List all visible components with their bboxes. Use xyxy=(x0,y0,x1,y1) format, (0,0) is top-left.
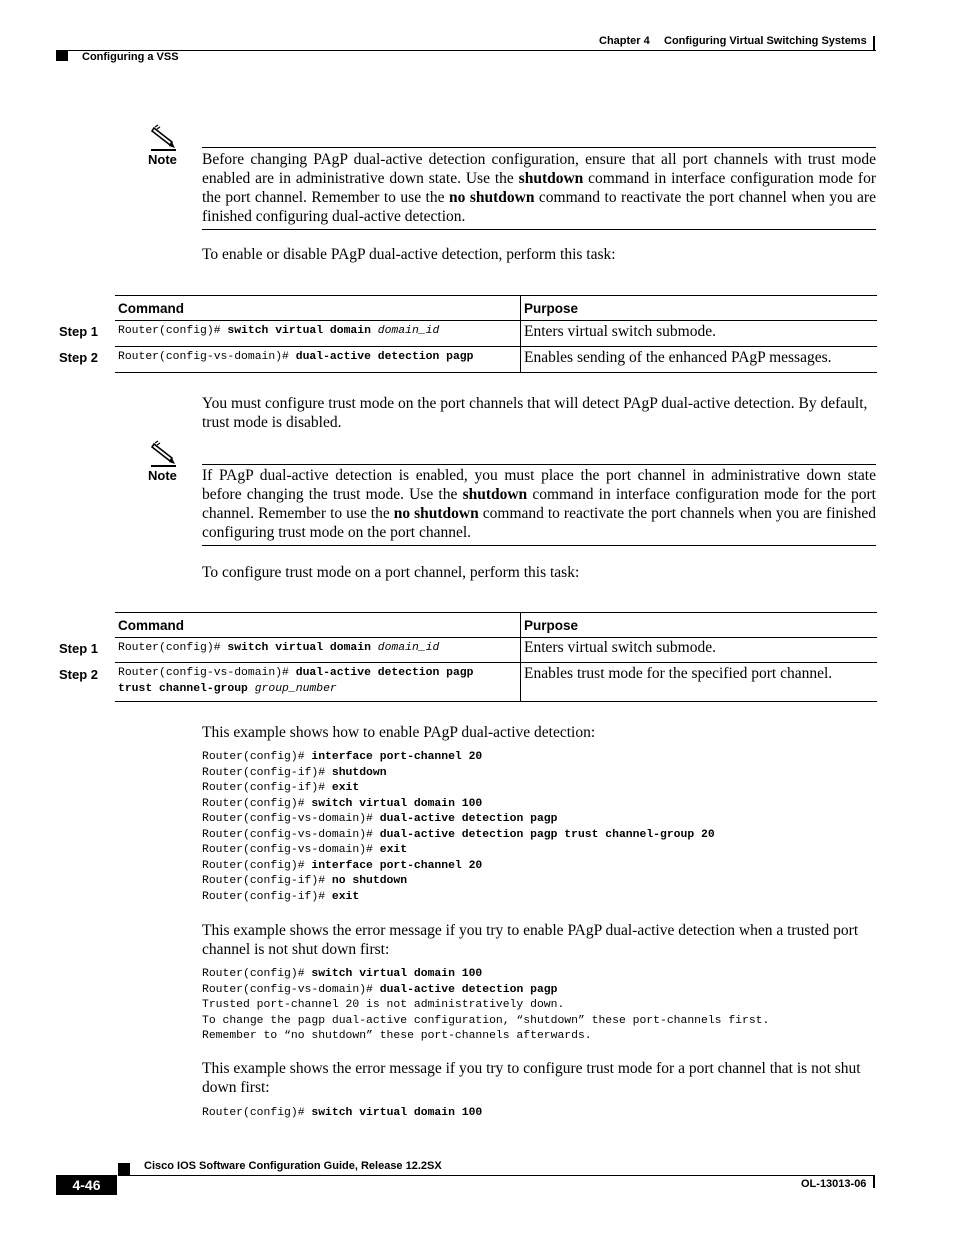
note-text-segment: command to reactivate the port channels when you are finished configuring trust mode on the port channel. xyxy=(202,505,876,541)
note-command-term: shutdown xyxy=(462,486,528,503)
purpose-cell: Enables sending of the enhanced PAgP messages. xyxy=(521,347,878,373)
code-command: switch virtual domain 100 xyxy=(311,968,483,980)
code-line xyxy=(202,766,715,782)
note-top-rule xyxy=(202,464,876,465)
column-header-command: Command xyxy=(115,296,521,321)
code-command: interface port-channel 20 xyxy=(311,751,483,763)
code-prompt: Router(config)# xyxy=(202,751,312,763)
code-prompt: Router(config)# xyxy=(202,859,312,872)
note-top-rule xyxy=(202,147,876,148)
header-chapter-title: Configuring Virtual Switching Systems xyxy=(664,35,867,47)
code-line xyxy=(202,828,715,844)
code-line xyxy=(202,859,715,875)
code-line xyxy=(202,781,715,797)
code-command: switch virtual domain 100 xyxy=(311,1107,483,1119)
code-command: exit xyxy=(331,782,360,794)
example-intro: This example shows the error message if you try to configure trust mode for a port channel that is not shut down first: xyxy=(202,1060,861,1096)
code-command: no shutdown xyxy=(331,875,408,887)
code-prompt: Router(config-vs-domain)# xyxy=(202,828,380,841)
code-prompt: Router(config-vs-domain)# xyxy=(202,844,380,856)
step-label: Step 1 xyxy=(59,641,99,656)
code-prompt: Router(config-if)# xyxy=(202,782,332,794)
command-table xyxy=(115,295,877,373)
purpose-cell: Enters virtual switch submode. xyxy=(521,638,878,663)
header-rule xyxy=(56,50,876,51)
command-cell: Router(config-vs-domain)# dual-active detection pagp xyxy=(115,347,521,373)
code-line xyxy=(202,998,769,1014)
code-prompt: Router(config-if)# xyxy=(202,890,332,903)
code-line xyxy=(202,890,715,906)
footer-marker xyxy=(118,1163,130,1175)
task-intro: To configure trust mode on a port channel, perform this task: xyxy=(202,564,580,581)
code-block xyxy=(202,967,769,1045)
code-line xyxy=(202,874,715,890)
header-right-bar xyxy=(873,36,875,50)
code-prompt: Router(config-if)# xyxy=(202,875,332,887)
paragraph: You must configure trust mode on the port channels that will detect PAgP dual-active detection. By default, trust mode is disabled. xyxy=(202,395,868,431)
code-line xyxy=(202,750,715,766)
footer-rule xyxy=(118,1175,875,1176)
note-bottom-rule xyxy=(202,229,876,230)
page-number: 4-46 xyxy=(72,1177,101,1193)
code-command: shutdown xyxy=(331,766,387,779)
command-cell: Router(config)# switch virtual domain domain_id xyxy=(115,321,521,347)
purpose-cell: Enters virtual switch submode. xyxy=(521,321,878,347)
code-prompt: Router(config)# xyxy=(202,968,312,980)
note-label: Note xyxy=(148,468,177,483)
note-label: Note xyxy=(148,152,177,167)
header-section: Configuring a VSS xyxy=(82,51,179,63)
note-text xyxy=(202,150,876,226)
table-row xyxy=(115,321,877,347)
code-prompt: Router(config-vs-domain)# xyxy=(202,983,380,996)
code-prompt: Remember to “no shutdown” these port-channels afterwards. xyxy=(202,1030,592,1042)
note-pencil-icon xyxy=(148,124,178,152)
code-command: exit xyxy=(379,844,408,856)
command-table xyxy=(115,612,877,702)
code-line xyxy=(202,983,769,999)
footer-right-bar xyxy=(873,1175,875,1188)
code-prompt: Router(config)# xyxy=(202,1107,312,1119)
code-block xyxy=(202,750,715,905)
header-chapter: Chapter 4 xyxy=(599,35,650,47)
step-label: Step 2 xyxy=(59,350,99,365)
code-line xyxy=(202,1014,769,1030)
code-block xyxy=(202,1106,482,1122)
note-text-segment: If PAgP dual-active detection is enabled, you must place the port channel in administrative down state before changing the trust mode. Use the xyxy=(202,467,876,503)
code-prompt: Router(config-vs-domain)# xyxy=(202,813,380,825)
column-header-purpose: Purpose xyxy=(521,613,878,638)
note-text-segment: command to reactivate the port channel when you are finished configuring dual-active detection. xyxy=(202,189,876,225)
example-intro: This example shows how to enable PAgP dual-active detection: xyxy=(202,724,596,741)
note-text xyxy=(202,466,876,542)
page-number-box xyxy=(56,1175,117,1195)
footer-doc-id: OL-13013-06 xyxy=(801,1178,867,1190)
task-intro: To enable or disable PAgP dual-active detection, perform this task: xyxy=(202,246,616,263)
code-line xyxy=(202,797,715,813)
note-text-segment: Before changing PAgP dual-active detection configuration, ensure that all port channels with trust mode enabled are in administrative down state. Use the xyxy=(202,151,876,187)
step-label: Step 1 xyxy=(59,324,99,339)
note-bottom-rule xyxy=(202,545,876,546)
note-command-term: shutdown xyxy=(518,170,584,187)
code-prompt: Router(config)# xyxy=(202,797,312,810)
code-command: exit xyxy=(331,890,360,903)
code-command: dual-active detection pagp xyxy=(379,983,558,996)
code-command: dual-active detection pagp xyxy=(379,813,558,825)
table-row xyxy=(115,347,877,373)
code-line xyxy=(202,843,715,859)
header-marker xyxy=(56,51,68,61)
note-command-term: no shutdown xyxy=(393,505,479,522)
example-intro: This example shows the error message if you try to enable PAgP dual-active detection when a trusted port channel is not shut down first: xyxy=(202,922,859,958)
note-text-segment: command in interface configuration mode for the port channel. Remember to use the xyxy=(202,486,876,522)
code-line xyxy=(202,1029,769,1045)
footer-book-title: Cisco IOS Software Configuration Guide, Release 12.2SX xyxy=(144,1160,442,1172)
code-prompt: Router(config-if)# xyxy=(202,766,332,779)
command-cell: Router(config-vs-domain)# dual-active detection pagp trust channel-group group_number xyxy=(115,663,521,702)
code-line xyxy=(202,967,769,983)
note-command-term: no shutdown xyxy=(448,189,535,206)
note-pencil-icon xyxy=(148,440,178,468)
column-header-command: Command xyxy=(115,613,521,638)
table-row xyxy=(115,663,877,702)
code-prompt: Trusted port-channel 20 is not administratively down. xyxy=(202,999,565,1011)
step-label: Step 2 xyxy=(59,667,99,682)
code-command: dual-active detection pagp trust channel-group 20 xyxy=(379,828,715,841)
purpose-cell: Enables trust mode for the specified port channel. xyxy=(521,663,878,702)
column-header-purpose: Purpose xyxy=(521,296,878,321)
command-cell: Router(config)# switch virtual domain domain_id xyxy=(115,638,521,663)
code-prompt: To change the pagp dual-active configuration, “shutdown” these port-channels first. xyxy=(202,1014,770,1027)
note-text-segment: command in interface configuration mode for the port channel. Remember to use the xyxy=(202,170,876,206)
code-line xyxy=(202,1106,482,1122)
table-row xyxy=(115,638,877,663)
code-command: interface port-channel 20 xyxy=(311,859,483,872)
code-command: switch virtual domain 100 xyxy=(311,797,483,810)
code-line xyxy=(202,812,715,828)
